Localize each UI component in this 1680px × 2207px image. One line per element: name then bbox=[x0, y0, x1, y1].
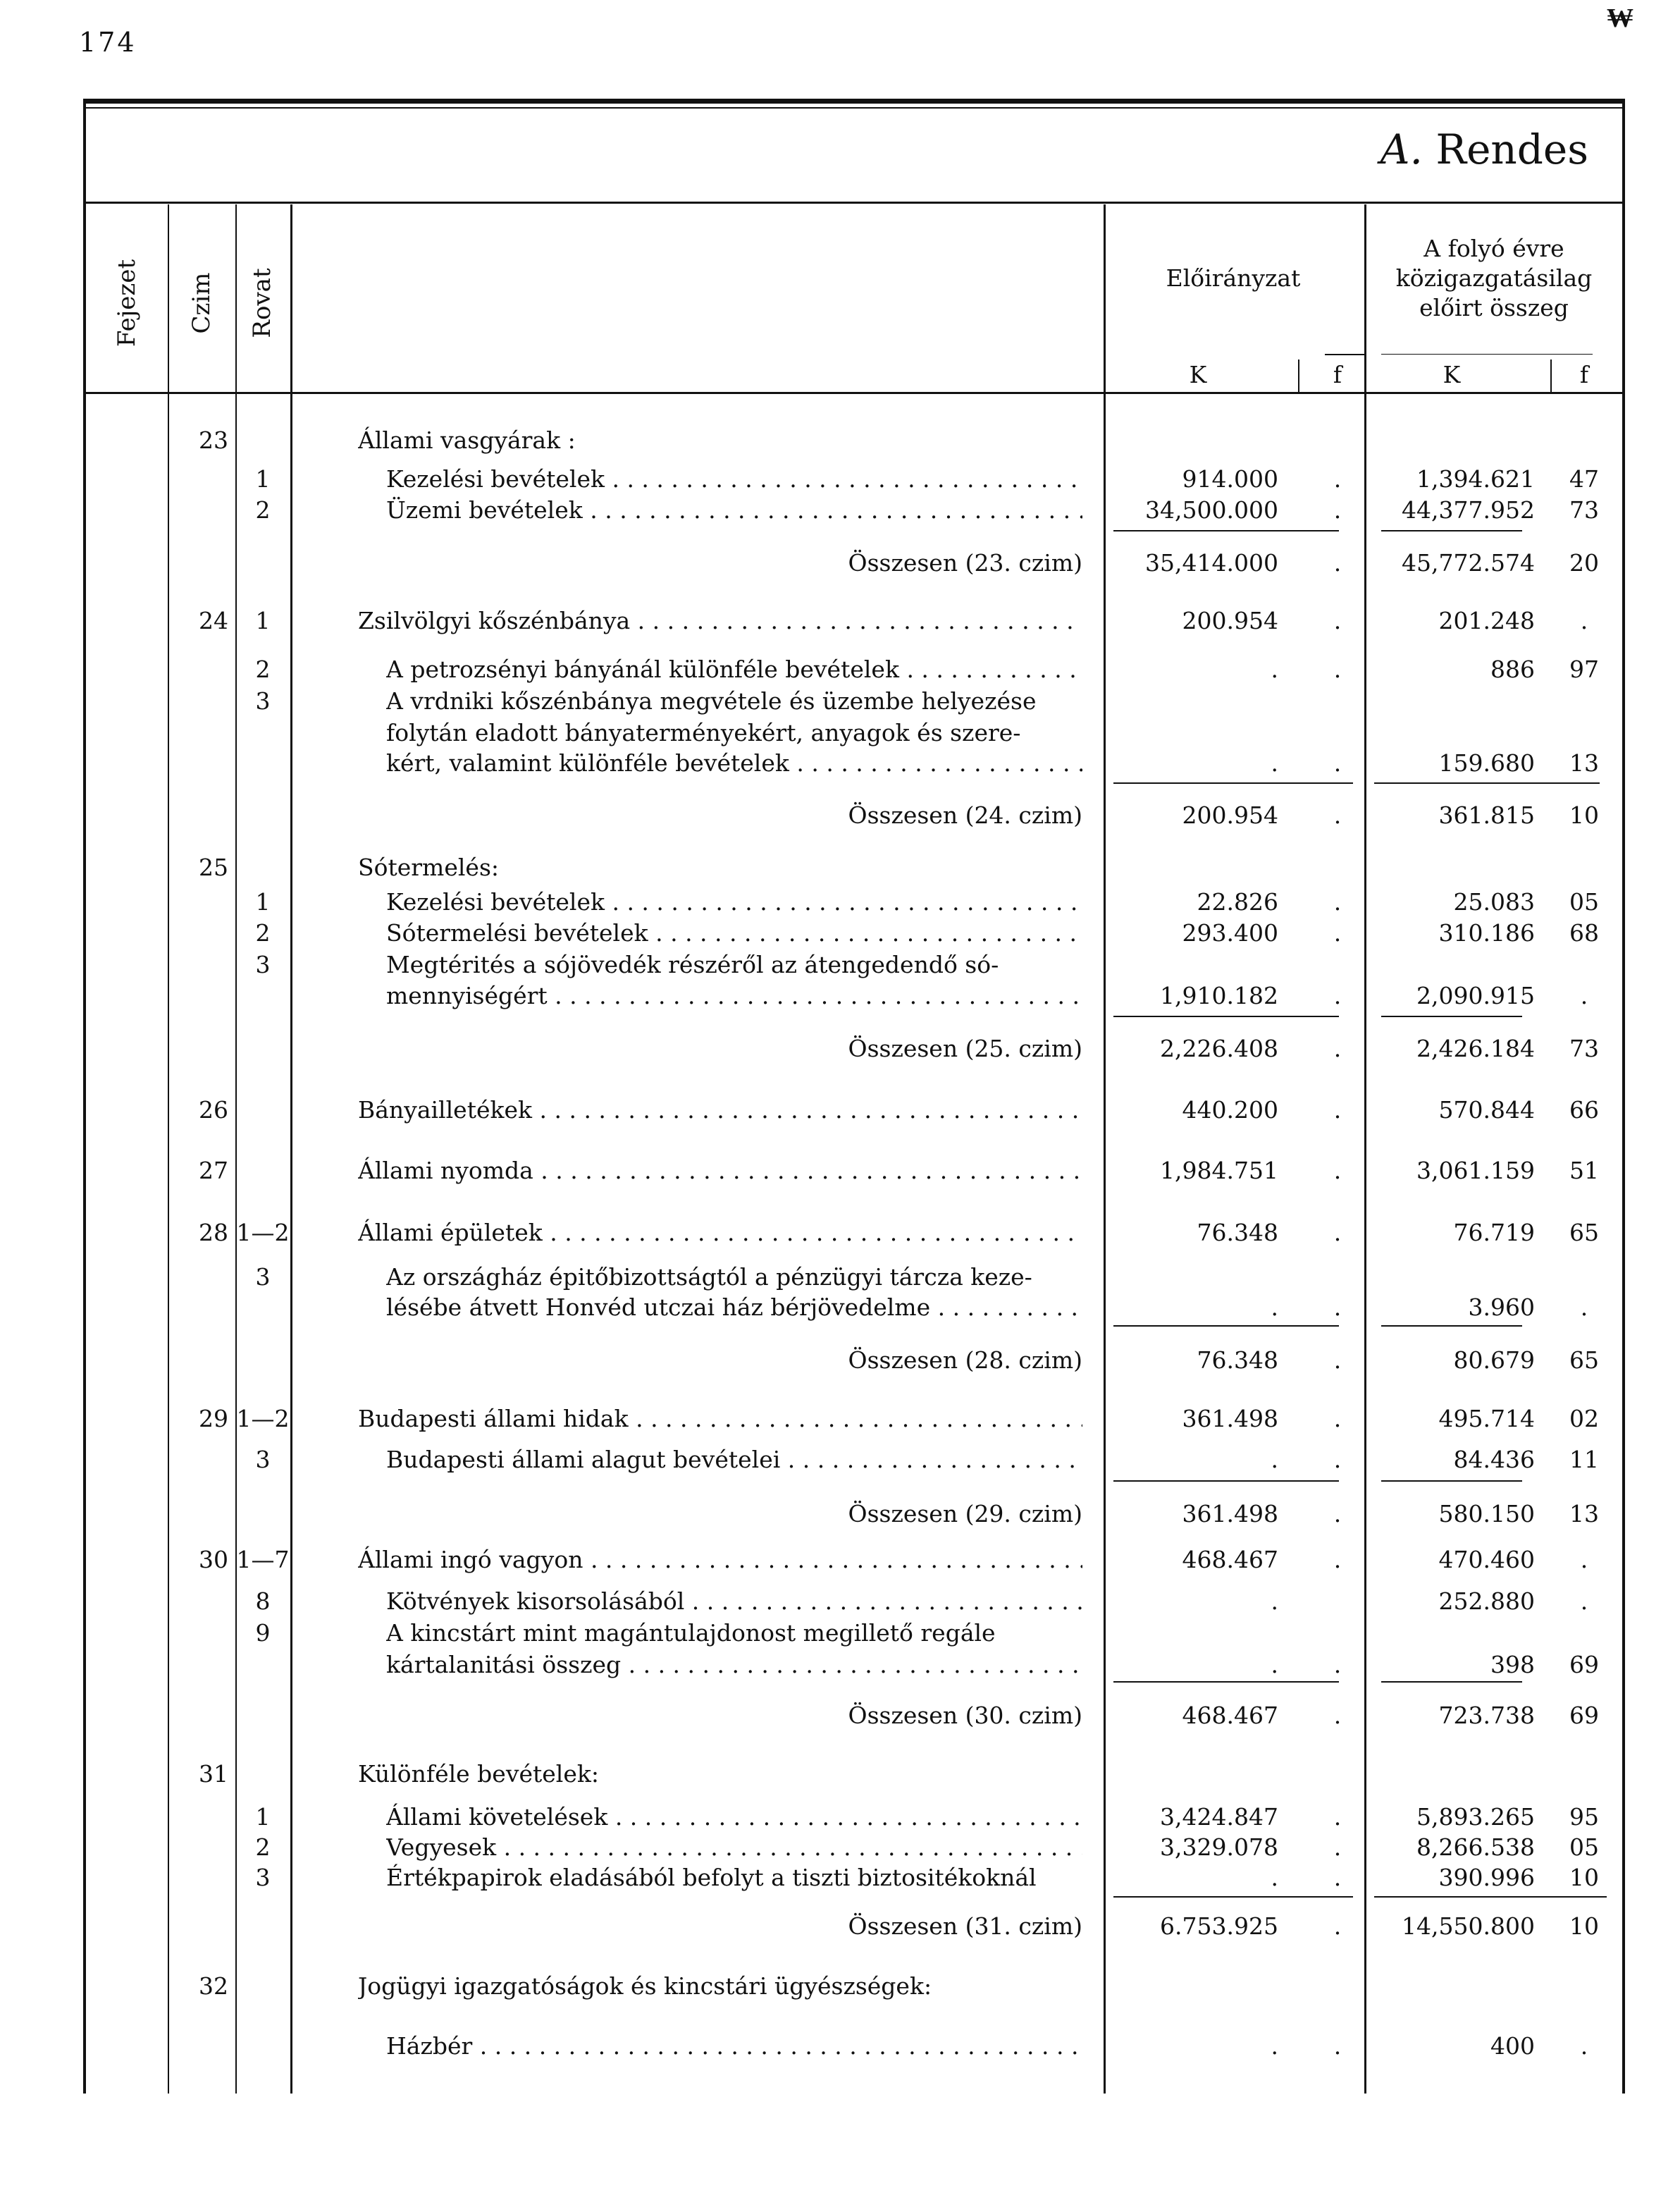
eloiranyzat-filler: . bbox=[1333, 749, 1342, 777]
section-letter: A. bbox=[1380, 125, 1423, 173]
sum-rule bbox=[1381, 1480, 1522, 1482]
table-row bbox=[0, 886, 1680, 918]
eloiranyzat-korona: 468.467 bbox=[1182, 1702, 1278, 1729]
description-cell: Zsilvölgyi kőszénbánya . . . bbox=[358, 605, 1082, 637]
header-rovat: Rovat bbox=[248, 268, 276, 338]
eloiranyzat-filler: . bbox=[1333, 656, 1342, 683]
table-row bbox=[0, 980, 1680, 1012]
table-row bbox=[0, 2030, 1680, 2062]
folyo-filler: 13 bbox=[1569, 1500, 1599, 1527]
description-cell: Házbér . . . bbox=[386, 2030, 1082, 2062]
table-row bbox=[0, 747, 1680, 780]
table-row bbox=[0, 1544, 1680, 1576]
table-row bbox=[0, 1862, 1680, 1894]
eloiranyzat-korona: 914.000 bbox=[1182, 465, 1278, 493]
eloiranyzat-filler: . bbox=[1333, 1803, 1342, 1831]
folyo-filler: 65 bbox=[1569, 1346, 1599, 1374]
fejezet-cell: 23 bbox=[199, 426, 228, 454]
eloiranyzat-filler: . bbox=[1333, 888, 1342, 916]
description-cell: Sótermelés: bbox=[358, 854, 499, 881]
table-row bbox=[0, 1617, 1680, 1649]
folyo-korona: 1,394.621 bbox=[1416, 465, 1535, 493]
table-row bbox=[0, 917, 1680, 949]
sum-rule bbox=[1113, 1480, 1339, 1482]
folyo-filler: 95 bbox=[1569, 1803, 1599, 1831]
folyo-filler: 05 bbox=[1569, 1833, 1599, 1861]
description-cell: Megtérités a sójövedék részéről az átengedendő só- bbox=[386, 951, 999, 978]
description-cell: folytán eladott bányaterményekért, anyagok és szere- bbox=[386, 719, 1021, 746]
folyo-filler: 47 bbox=[1569, 465, 1599, 493]
table-row bbox=[0, 1758, 1680, 1790]
folyo-filler: . bbox=[1580, 1293, 1588, 1321]
sum-rule bbox=[1113, 1016, 1339, 1017]
eloiranyzat-filler: . bbox=[1333, 2032, 1342, 2060]
eloiranyzat-korona: 440.200 bbox=[1182, 1096, 1278, 1124]
sum-rule bbox=[1113, 530, 1339, 531]
table-row bbox=[0, 949, 1680, 981]
eloiranyzat-korona: 76.348 bbox=[1197, 1219, 1278, 1246]
table-row bbox=[0, 653, 1680, 686]
description-cell: Az országház épitőbizottságtól a pénzügyi tárcza keze- bbox=[386, 1263, 1032, 1291]
folyo-filler: . bbox=[1580, 1546, 1588, 1573]
eloiranyzat-korona: 35,414.000 bbox=[1145, 549, 1278, 577]
sum-rule bbox=[1381, 1325, 1522, 1327]
header-folyo-line3: előirt összeg bbox=[1419, 294, 1569, 321]
description-cell: kért, valamint különféle bevételek . . . bbox=[386, 747, 1082, 780]
table-row bbox=[0, 1291, 1680, 1324]
eloiranyzat-filler: . bbox=[1333, 1219, 1342, 1246]
table-row bbox=[0, 1217, 1680, 1249]
eloiranyzat-korona: . bbox=[1271, 749, 1278, 777]
rovat-cell: 9 bbox=[255, 1619, 271, 1647]
fejezet-cell: 32 bbox=[199, 1972, 228, 2000]
fejezet-cell: 31 bbox=[199, 1760, 228, 1788]
col-sep-elo-f bbox=[1298, 359, 1299, 392]
eloiranyzat-filler: . bbox=[1333, 1500, 1342, 1527]
description-cell: Összesen (29. czim) bbox=[848, 1500, 1082, 1527]
folyo-korona: 25.083 bbox=[1453, 888, 1535, 916]
rovat-cell: 1—7 bbox=[236, 1546, 290, 1573]
header-elo-f: f bbox=[1333, 361, 1342, 388]
header-folyo-f: f bbox=[1579, 361, 1589, 388]
folyo-filler: 13 bbox=[1569, 749, 1599, 777]
eloiranyzat-korona: 6.753.925 bbox=[1160, 1912, 1278, 1940]
eloiranyzat-korona: 2,226.408 bbox=[1160, 1035, 1278, 1062]
folyo-korona: 14,550.800 bbox=[1402, 1912, 1535, 1940]
eloiranyzat-korona: . bbox=[1271, 1446, 1278, 1473]
table-row bbox=[0, 494, 1680, 527]
folyo-korona: 886 bbox=[1490, 656, 1535, 683]
description-cell: Vegyesek . . . bbox=[386, 1831, 1082, 1864]
total-row bbox=[0, 1910, 1680, 1943]
folyo-korona: 84.436 bbox=[1453, 1446, 1535, 1473]
eloiranyzat-korona: 293.400 bbox=[1182, 919, 1278, 947]
header-folyo-line2: közigazgatásilag bbox=[1395, 264, 1593, 292]
folyo-korona: 45,772.574 bbox=[1402, 549, 1535, 577]
folyo-filler: 10 bbox=[1569, 1864, 1599, 1891]
folyo-korona: 361.815 bbox=[1438, 801, 1535, 829]
sum-rule bbox=[1113, 782, 1353, 784]
eloiranyzat-filler: . bbox=[1333, 1912, 1342, 1940]
folyo-filler: 10 bbox=[1569, 1912, 1599, 1940]
description-cell: Üzemi bevételek . . . bbox=[386, 494, 1082, 527]
table-row bbox=[0, 1261, 1680, 1293]
eloiranyzat-filler: . bbox=[1333, 1157, 1342, 1184]
folyo-filler: 66 bbox=[1569, 1096, 1599, 1124]
subheader-rule bbox=[83, 392, 1622, 394]
eloiranyzat-filler: . bbox=[1333, 1446, 1342, 1473]
description-cell: Állami épületek . . . bbox=[358, 1217, 1082, 1249]
folyo-korona: 398 bbox=[1490, 1651, 1535, 1678]
rovat-cell: 1—2 bbox=[236, 1405, 290, 1432]
description-cell: kártalanitási összeg . . . bbox=[386, 1649, 1082, 1681]
total-row bbox=[0, 1033, 1680, 1065]
eloiranyzat-korona: . bbox=[1271, 1293, 1278, 1321]
sum-rule bbox=[1374, 1896, 1607, 1898]
eloiranyzat-filler: . bbox=[1333, 1035, 1342, 1062]
eloiranyzat-filler: . bbox=[1333, 1405, 1342, 1432]
table-row bbox=[0, 685, 1680, 718]
eloiranyzat-korona: . bbox=[1271, 1864, 1278, 1891]
description-cell: A kincstárt mint magántulajdonost megillető regále bbox=[386, 1619, 996, 1647]
folyo-korona: 390.996 bbox=[1438, 1864, 1535, 1891]
folyo-korona: 495.714 bbox=[1438, 1405, 1535, 1432]
sum-rule bbox=[1381, 530, 1522, 531]
eloiranyzat-filler: . bbox=[1333, 919, 1342, 947]
header-czim: Czim bbox=[187, 272, 216, 334]
section-title bbox=[1381, 125, 1588, 173]
header-fejezet: Fejezet bbox=[113, 259, 141, 348]
folyo-filler: . bbox=[1580, 607, 1588, 634]
description-cell: Összesen (30. czim) bbox=[848, 1702, 1082, 1729]
rovat-cell: 1 bbox=[255, 888, 271, 916]
corner-mark: ₩ bbox=[1607, 1, 1633, 33]
rovat-cell: 3 bbox=[255, 1263, 271, 1291]
header-folyo-line1: A folyó évre bbox=[1423, 235, 1564, 262]
folyo-korona: 580.150 bbox=[1438, 1500, 1535, 1527]
folyo-filler: 73 bbox=[1569, 496, 1599, 524]
table-row bbox=[0, 424, 1680, 457]
eloiranyzat-korona: 468.467 bbox=[1182, 1546, 1278, 1573]
description-cell: Összesen (24. czim) bbox=[848, 801, 1082, 829]
subheader-split-elo bbox=[1325, 354, 1364, 355]
description-cell: Bányailletékek . . . bbox=[358, 1094, 1082, 1126]
description-cell: Összesen (25. czim) bbox=[848, 1035, 1082, 1062]
rovat-cell: 3 bbox=[255, 951, 271, 978]
eloiranyzat-filler: . bbox=[1333, 801, 1342, 829]
description-cell: Sótermelési bevételek . . . bbox=[386, 917, 1082, 949]
eloiranyzat-filler: . bbox=[1333, 1546, 1342, 1573]
folyo-korona: 2,426.184 bbox=[1416, 1035, 1535, 1062]
folyo-korona: 252.880 bbox=[1438, 1587, 1535, 1615]
table-row bbox=[0, 1155, 1680, 1187]
total-row bbox=[0, 547, 1680, 579]
table-row bbox=[0, 1444, 1680, 1476]
folyo-filler: . bbox=[1580, 2032, 1588, 2060]
eloiranyzat-filler: . bbox=[1333, 1833, 1342, 1861]
fejezet-cell: 28 bbox=[199, 1219, 228, 1246]
rovat-cell: 3 bbox=[255, 687, 271, 715]
fejezet-cell: 29 bbox=[199, 1405, 228, 1432]
description-cell: Összesen (23. czim) bbox=[848, 549, 1082, 577]
folyo-filler: 10 bbox=[1569, 801, 1599, 829]
table-row bbox=[0, 1970, 1680, 2003]
description-cell: Összesen (28. czim) bbox=[848, 1346, 1082, 1374]
description-cell: Értékpapirok eladásából befolyt a tiszti biztositékoknál bbox=[386, 1864, 1037, 1891]
rovat-cell: 8 bbox=[255, 1587, 271, 1615]
rovat-cell: 1 bbox=[255, 607, 271, 634]
eloiranyzat-korona: 1,984.751 bbox=[1160, 1157, 1278, 1184]
folyo-korona: 44,377.952 bbox=[1402, 496, 1535, 524]
eloiranyzat-korona: . bbox=[1271, 1587, 1278, 1615]
description-cell: Kezelési bevételek . . . bbox=[386, 886, 1082, 918]
eloiranyzat-korona: 361.498 bbox=[1182, 1405, 1278, 1432]
description-cell: A petrozsényi bányánál különféle bevételek . . . bbox=[386, 653, 1082, 686]
description-cell: Budapesti állami alagut bevételei . . . bbox=[386, 1444, 1082, 1476]
rovat-cell: 2 bbox=[255, 919, 271, 947]
folyo-korona: 3,061.159 bbox=[1416, 1157, 1535, 1184]
eloiranyzat-korona: . bbox=[1271, 656, 1278, 683]
eloiranyzat-filler: . bbox=[1333, 549, 1342, 577]
table-row bbox=[0, 852, 1680, 884]
fejezet-cell: 25 bbox=[199, 854, 228, 881]
eloiranyzat-korona: 361.498 bbox=[1182, 1500, 1278, 1527]
folyo-korona: 470.460 bbox=[1438, 1546, 1535, 1573]
table-row bbox=[0, 1094, 1680, 1126]
subheader-split-folyo bbox=[1381, 354, 1593, 355]
folyo-korona: 3.960 bbox=[1468, 1293, 1535, 1321]
eloiranyzat-korona: 3,424.847 bbox=[1160, 1803, 1278, 1831]
folyo-filler: 11 bbox=[1569, 1446, 1599, 1473]
folyo-filler: 65 bbox=[1569, 1219, 1599, 1246]
top-rule-thin bbox=[83, 107, 1622, 109]
eloiranyzat-filler: . bbox=[1333, 1096, 1342, 1124]
total-row bbox=[0, 1344, 1680, 1377]
sum-rule bbox=[1381, 1681, 1522, 1683]
rovat-cell: 2 bbox=[255, 496, 271, 524]
fejezet-cell: 24 bbox=[199, 607, 228, 634]
fejezet-cell: 30 bbox=[199, 1546, 228, 1573]
table-row bbox=[0, 1403, 1680, 1435]
description-cell: Állami vasgyárak : bbox=[358, 426, 576, 454]
description-cell: Állami ingó vagyon . . . bbox=[358, 1544, 1082, 1576]
table-row bbox=[0, 605, 1680, 637]
folyo-korona: 2,090.915 bbox=[1416, 982, 1535, 1009]
eloiranyzat-korona: 1,910.182 bbox=[1160, 982, 1278, 1009]
col-sep-folyo-f bbox=[1550, 359, 1552, 392]
rovat-cell: 2 bbox=[255, 656, 271, 683]
table-row bbox=[0, 717, 1680, 749]
eloiranyzat-korona: 76.348 bbox=[1197, 1346, 1278, 1374]
eloiranyzat-filler: . bbox=[1333, 1864, 1342, 1891]
table-row bbox=[0, 1649, 1680, 1681]
eloiranyzat-filler: . bbox=[1333, 465, 1342, 493]
fejezet-cell: 27 bbox=[199, 1157, 228, 1184]
sum-rule bbox=[1381, 1016, 1522, 1017]
folyo-filler: 73 bbox=[1569, 1035, 1599, 1062]
total-row bbox=[0, 799, 1680, 832]
folyo-filler: 69 bbox=[1569, 1651, 1599, 1678]
folyo-korona: 76.719 bbox=[1453, 1219, 1535, 1246]
rovat-cell: 1—2 bbox=[236, 1219, 290, 1246]
folyo-filler: 69 bbox=[1569, 1702, 1599, 1729]
folyo-korona: 310.186 bbox=[1438, 919, 1535, 947]
header-rule bbox=[83, 202, 1622, 204]
eloiranyzat-filler: . bbox=[1333, 1293, 1342, 1321]
description-cell: Jogügyi igazgatóságok és kincstári ügyészségek: bbox=[358, 1972, 932, 2000]
eloiranyzat-filler: . bbox=[1333, 1702, 1342, 1729]
eloiranyzat-filler: . bbox=[1333, 607, 1342, 634]
fejezet-cell: 26 bbox=[199, 1096, 228, 1124]
description-cell: Budapesti állami hidak . . . bbox=[358, 1403, 1082, 1435]
description-cell: Különféle bevételek: bbox=[358, 1760, 599, 1788]
folyo-filler: 51 bbox=[1569, 1157, 1599, 1184]
sum-rule bbox=[1113, 1325, 1339, 1327]
description-cell: Állami nyomda . . . bbox=[358, 1155, 1082, 1187]
table-row bbox=[0, 1801, 1680, 1833]
folyo-filler: 68 bbox=[1569, 919, 1599, 947]
eloiranyzat-korona: . bbox=[1271, 1651, 1278, 1678]
sum-rule bbox=[1113, 1896, 1353, 1898]
table-row bbox=[0, 1831, 1680, 1864]
rovat-cell: 3 bbox=[255, 1446, 271, 1473]
folyo-korona: 80.679 bbox=[1453, 1346, 1535, 1374]
section-name: Rendes bbox=[1435, 125, 1588, 173]
folyo-filler: 20 bbox=[1569, 549, 1599, 577]
header-folyo-k: K bbox=[1443, 361, 1461, 388]
description-cell: Összesen (31. czim) bbox=[848, 1912, 1082, 1940]
folyo-filler: . bbox=[1580, 1587, 1588, 1615]
folyo-korona: 159.680 bbox=[1438, 749, 1535, 777]
folyo-korona: 723.738 bbox=[1438, 1702, 1535, 1729]
description-cell: Állami követelések . . . bbox=[386, 1801, 1082, 1833]
total-row bbox=[0, 1498, 1680, 1530]
page-number: 174 bbox=[79, 27, 137, 58]
folyo-korona: 5,893.265 bbox=[1416, 1803, 1535, 1831]
eloiranyzat-korona: . bbox=[1271, 2032, 1278, 2060]
sum-rule bbox=[1113, 1681, 1339, 1683]
description-cell: lésébe átvett Honvéd utczai ház bérjövedelme . . . bbox=[386, 1291, 1082, 1324]
folyo-filler: . bbox=[1580, 982, 1588, 1009]
rovat-cell: 1 bbox=[255, 465, 271, 493]
top-rule bbox=[83, 99, 1622, 104]
eloiranyzat-filler: . bbox=[1333, 496, 1342, 524]
eloiranyzat-korona: 200.954 bbox=[1182, 801, 1278, 829]
eloiranyzat-filler: . bbox=[1333, 982, 1342, 1009]
sum-rule bbox=[1374, 782, 1600, 784]
folyo-korona: 400 bbox=[1490, 2032, 1535, 2060]
folyo-korona: 201.248 bbox=[1438, 607, 1535, 634]
folyo-korona: 8,266.538 bbox=[1416, 1833, 1535, 1861]
folyo-filler: 05 bbox=[1569, 888, 1599, 916]
rovat-cell: 3 bbox=[255, 1864, 271, 1891]
description-cell: A vrdniki kőszénbánya megvétele és üzembe helyezése bbox=[386, 687, 1037, 715]
eloiranyzat-korona: 34,500.000 bbox=[1145, 496, 1278, 524]
eloiranyzat-korona: 200.954 bbox=[1182, 607, 1278, 634]
description-cell: Kezelési bevételek . . . bbox=[386, 463, 1082, 496]
rovat-cell: 2 bbox=[255, 1833, 271, 1861]
folyo-filler: 97 bbox=[1569, 656, 1599, 683]
eloiranyzat-korona: 3,329.078 bbox=[1160, 1833, 1278, 1861]
total-row bbox=[0, 1699, 1680, 1732]
table-row bbox=[0, 1585, 1680, 1618]
eloiranyzat-korona: 22.826 bbox=[1197, 888, 1278, 916]
header-eloiranyzat: Előirányzat bbox=[1166, 264, 1301, 292]
eloiranyzat-filler: . bbox=[1333, 1651, 1342, 1678]
folyo-filler: 02 bbox=[1569, 1405, 1599, 1432]
table-row bbox=[0, 463, 1680, 496]
eloiranyzat-filler: . bbox=[1333, 1346, 1342, 1374]
folyo-korona: 570.844 bbox=[1438, 1096, 1535, 1124]
rovat-cell: 1 bbox=[255, 1803, 271, 1831]
description-cell: Kötvények kisorsolásából . . . bbox=[386, 1585, 1082, 1618]
description-cell: mennyiségért . . . bbox=[386, 980, 1082, 1012]
header-elo-k: K bbox=[1189, 361, 1207, 388]
